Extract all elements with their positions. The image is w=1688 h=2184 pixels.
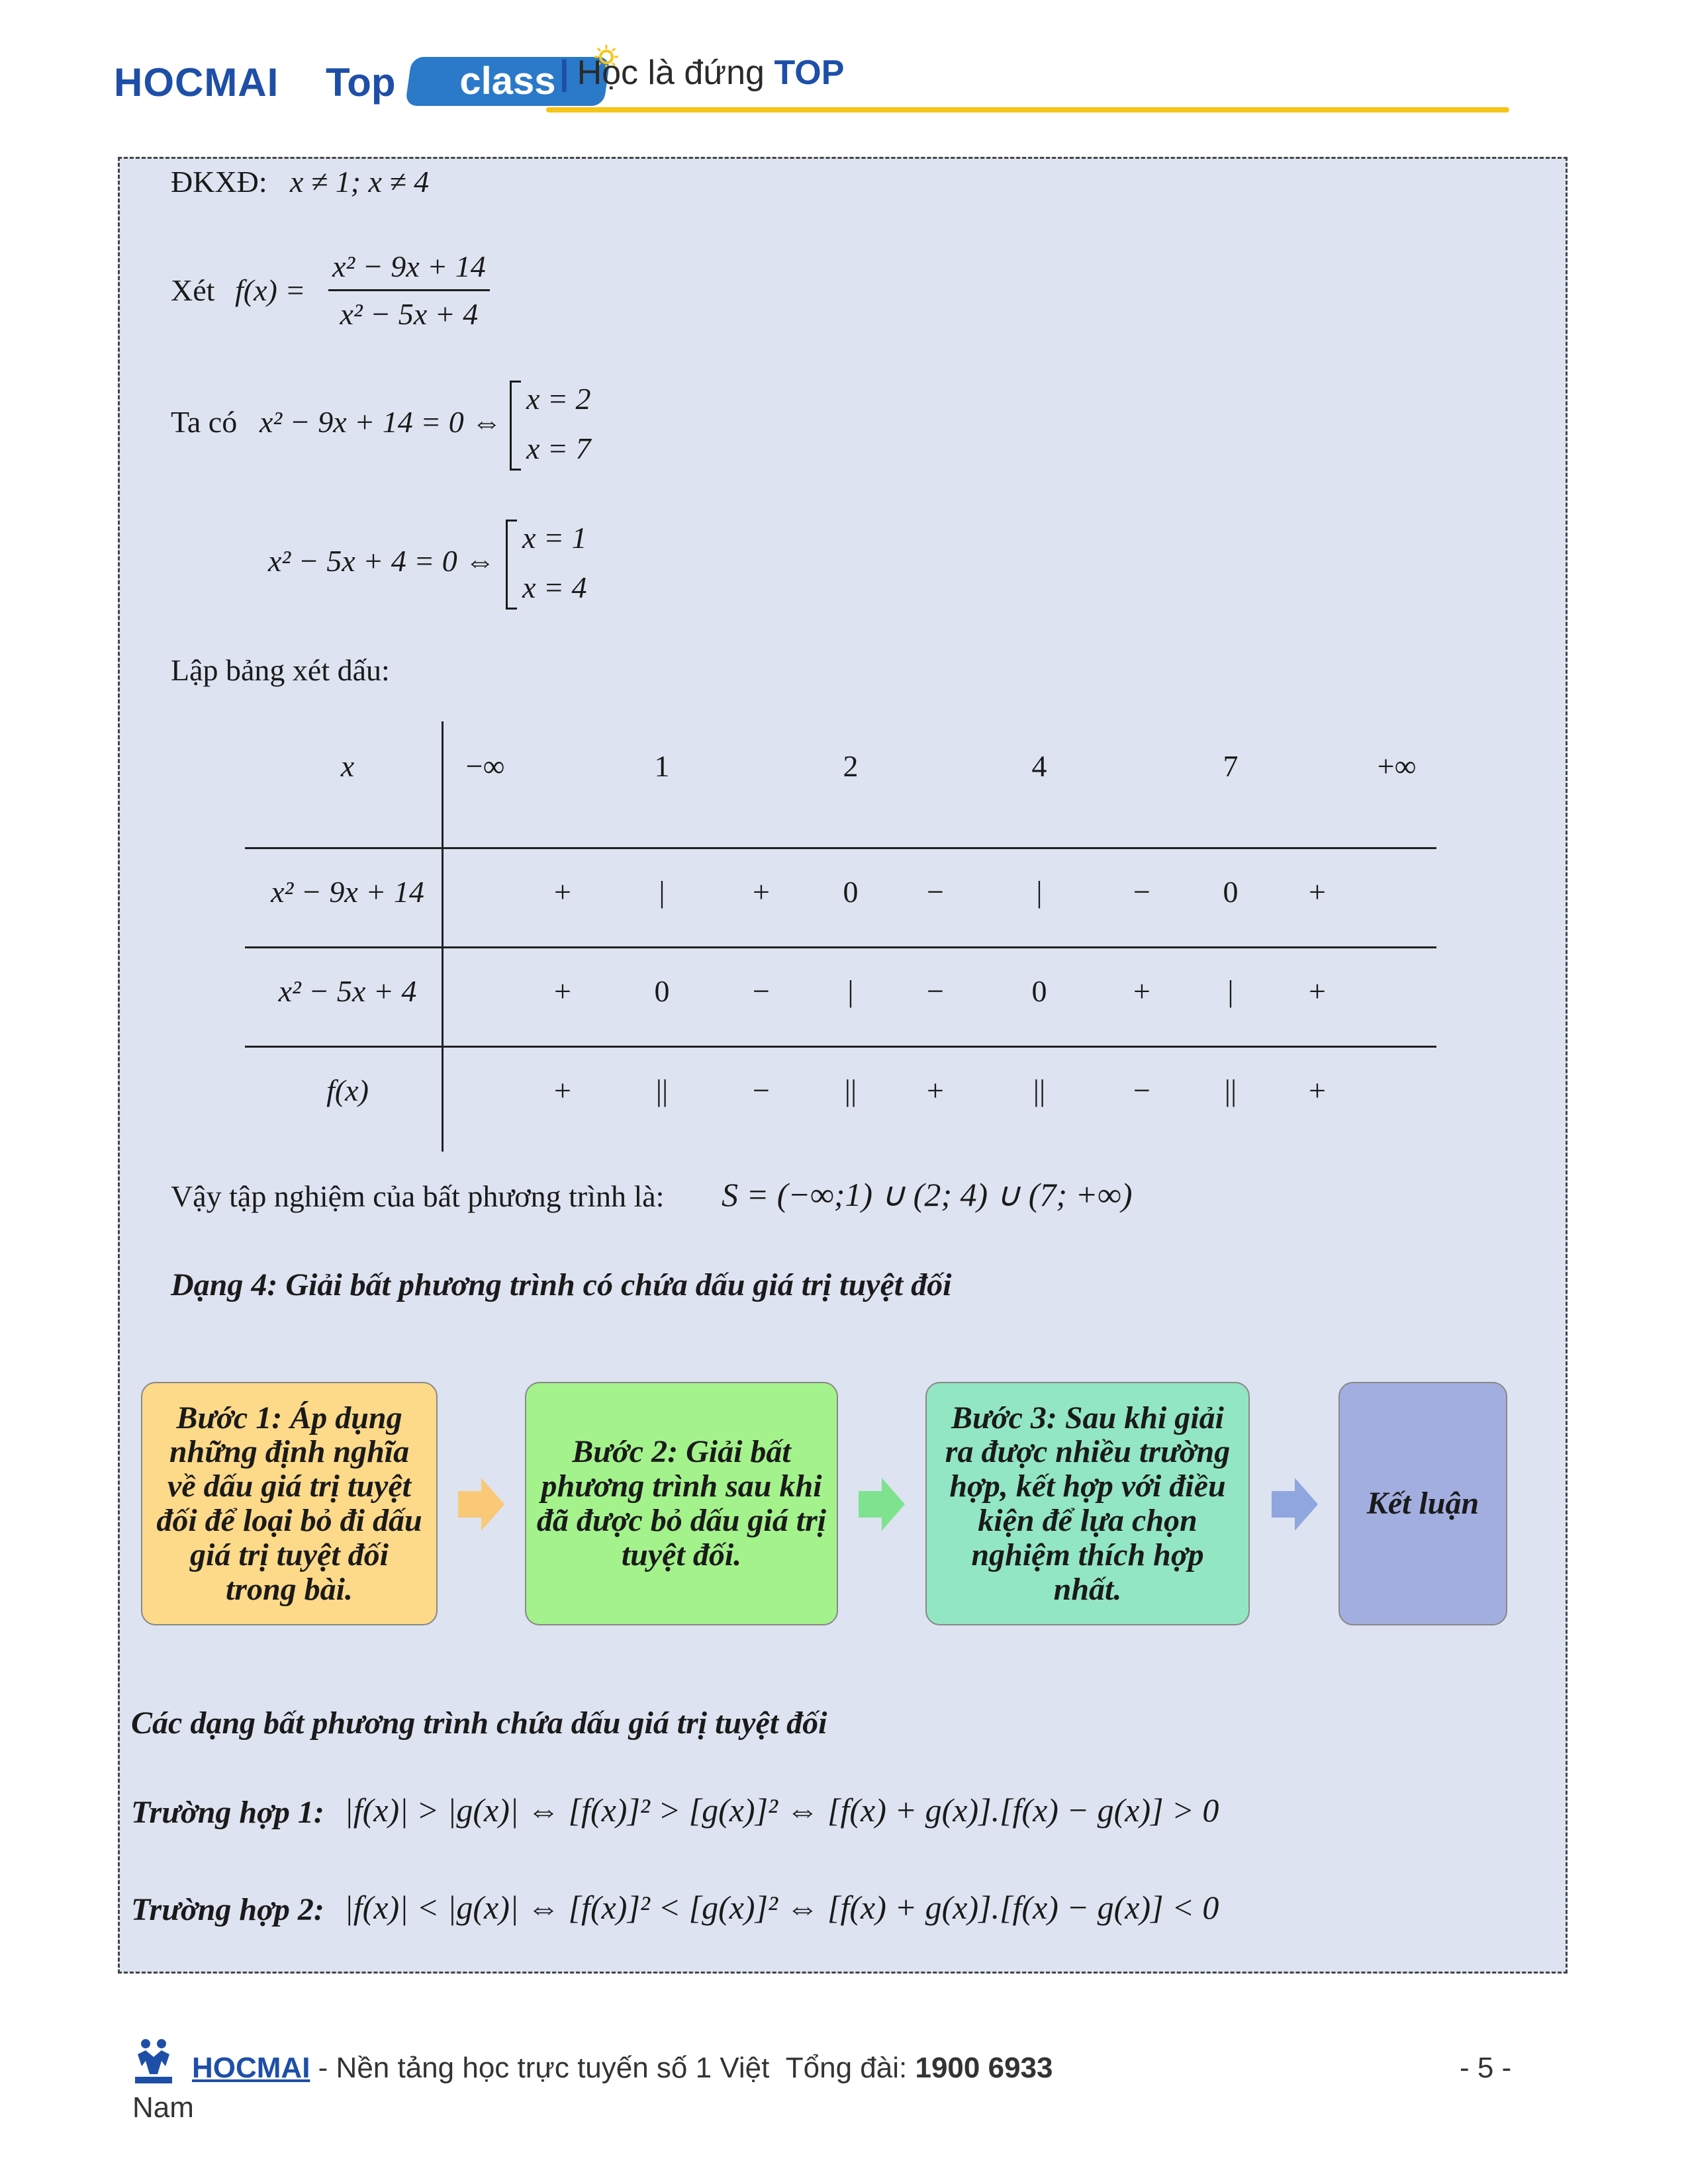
equation-2: x² − 5x + 4 = 0 ⇔ xyxy=(268,544,496,578)
equation-1-bracket xyxy=(510,381,521,471)
footer-tagline: - Nền tảng học trực tuyến số 1 Việt xyxy=(310,2052,770,2084)
sign-table-row-2-label: x² − 5x + 4 xyxy=(278,974,417,1008)
sign-table-vertical-line xyxy=(442,721,444,1152)
sign-table-cell: | xyxy=(659,875,665,909)
footer-brand-line xyxy=(192,2052,1053,2085)
sign-table-cell: + xyxy=(753,875,770,909)
arrow-right-icon xyxy=(859,1478,905,1531)
sign-table-cell: + xyxy=(1309,974,1326,1008)
sign-table-header-4: 4 xyxy=(1031,749,1047,783)
sign-table-cell: + xyxy=(554,875,571,909)
case-2-expression: |f(x)| < |g(x)| ⇔ [f(x)]² < [g(x)]² ⇔ [f(x) + g(x)].[f(x) − g(x)] < 0 xyxy=(344,1889,1219,1926)
sign-table-cell: + xyxy=(1309,875,1326,909)
hocmai-footer-logo-icon xyxy=(132,2037,175,2085)
dang4-title: Dạng 4: Giải bất phương trình có chứa dấu giá trị tuyệt đối xyxy=(171,1267,952,1302)
sign-table-line-2 xyxy=(245,946,1436,948)
f-denominator: x² − 5x + 4 xyxy=(340,297,479,331)
sign-table-row-3-label: f(x) xyxy=(326,1073,369,1107)
sign-table-cell: − xyxy=(753,974,770,1008)
f-fraction xyxy=(328,249,490,332)
f-numerator: x² − 9x + 14 xyxy=(328,249,490,291)
logo-hocmai-text: HOCMAI xyxy=(114,60,279,105)
equation-2-root-1: x = 1 xyxy=(522,521,587,555)
sign-table-cell: | xyxy=(1036,875,1043,909)
equation-1-root-2: x = 7 xyxy=(526,432,591,465)
sign-table-cell: − xyxy=(753,1073,770,1107)
equation-1: x² − 9x + 14 = 0 ⇔ xyxy=(259,405,502,439)
logo-class-text: class xyxy=(459,60,556,103)
types-title: Các dạng bất phương trình chứa dấu giá trị tuyệt đối xyxy=(131,1706,827,1741)
footer-hotline-label: Tổng đài: xyxy=(785,2052,915,2084)
arrow-3-shape xyxy=(1272,1478,1318,1531)
arrow-right-icon xyxy=(1272,1478,1318,1531)
sign-table-cell: + xyxy=(1309,1073,1326,1107)
step-3-box: Bước 3: Sau khi giải ra được nhiều trường hợp, kết hợp với điều kiện để lựa chọn nghiệm thích hợp nhất. xyxy=(925,1382,1250,1625)
sign-table-line-3 xyxy=(245,1046,1436,1048)
sign-table-header-pos-inf: +∞ xyxy=(1377,749,1417,783)
dkxd-label: ĐKXĐ: xyxy=(171,165,267,199)
sign-table-cell: − xyxy=(927,875,944,909)
sign-table-header-1: 1 xyxy=(654,749,670,783)
sign-table-cell: + xyxy=(1133,974,1150,1008)
arrow-right-icon xyxy=(458,1478,504,1531)
dkxd-expression: x ≠ 1; x ≠ 4 xyxy=(290,165,430,199)
sign-table-row-1-label: x² − 9x + 14 xyxy=(271,875,424,909)
taco-label: Ta có xyxy=(171,405,238,439)
sign-table-cell: + xyxy=(554,974,571,1008)
tagline-strong: TOP xyxy=(774,54,845,92)
sign-table-cell: | xyxy=(847,974,854,1008)
sign-table-cell: − xyxy=(927,974,944,1008)
conclusion-expression: S = (−∞;1) ∪ (2; 4) ∪ (7; +∞) xyxy=(722,1176,1133,1213)
sign-table-line-1 xyxy=(245,847,1436,849)
sign-table-cell: − xyxy=(1133,875,1150,909)
sign-table-cell: 0 xyxy=(843,875,859,909)
header-underline xyxy=(546,107,1509,113)
sign-table-cell: 0 xyxy=(1031,974,1047,1008)
sign-table-header-x: x xyxy=(340,749,355,783)
tagline-text: Học là đứng xyxy=(577,54,765,92)
sign-table-cell: || xyxy=(1033,1073,1046,1107)
sign-table-cell: || xyxy=(655,1073,669,1107)
equation-1-root-1: x = 2 xyxy=(526,382,591,416)
header-tagline: | Học là đứng TOP xyxy=(559,54,845,92)
sign-table-header-2: 2 xyxy=(843,749,859,783)
sign-table-cell: + xyxy=(554,1073,571,1107)
step-1-box: Bước 1: Áp dụng những định nghĩa về dấu giá trị tuyệt đối để loại bỏ đi dấu giá trị tuyệt đối trong bài. xyxy=(141,1382,438,1625)
sign-table-cell: 0 xyxy=(1223,875,1239,909)
equation-2-bracket xyxy=(506,520,517,610)
xet-label: Xét xyxy=(171,273,215,307)
case-2-label: Trường hợp 2: xyxy=(131,1892,324,1927)
sign-table-header-7: 7 xyxy=(1223,749,1239,783)
arrow-2-shape xyxy=(859,1478,905,1531)
sign-table-cell: || xyxy=(1224,1073,1237,1107)
equation-2-root-2: x = 4 xyxy=(522,570,587,604)
footer-nam: Nam xyxy=(132,2091,194,2124)
arrow-1-shape xyxy=(458,1478,504,1531)
sign-table-cell: − xyxy=(1133,1073,1150,1107)
logo-top-text: Top xyxy=(326,60,396,105)
step-2-box: Bước 2: Giải bất phương trình sau khi đã được bỏ dấu giá trị tuyệt đối. xyxy=(525,1382,838,1625)
conclusion-label: Vậy tập nghiệm của bất phương trình là: xyxy=(171,1179,665,1213)
footer-brand-link[interactable]: HOCMAI xyxy=(192,2052,310,2084)
step-4-box: Kết luận xyxy=(1338,1382,1507,1625)
sign-table-cell: || xyxy=(844,1073,857,1107)
sign-table-header-neg-inf: −∞ xyxy=(465,749,505,783)
footer-hotline: 1900 6933 xyxy=(915,2052,1053,2084)
f-definition: f(x) = xyxy=(235,273,306,307)
sign-table-cell: 0 xyxy=(654,974,670,1008)
page-number: - 5 - xyxy=(1460,2052,1512,2084)
case-1-expression: |f(x)| > |g(x)| ⇔ [f(x)]² > [g(x)]² ⇔ [f(x) + g(x)].[f(x) − g(x)] > 0 xyxy=(344,1792,1219,1829)
sign-table-cell: | xyxy=(1227,974,1234,1008)
case-1-label: Trường hợp 1: xyxy=(131,1795,324,1830)
sign-table-cell: + xyxy=(927,1073,944,1107)
sign-table xyxy=(245,721,1436,1152)
table-intro: Lập bảng xét dấu: xyxy=(171,653,390,687)
